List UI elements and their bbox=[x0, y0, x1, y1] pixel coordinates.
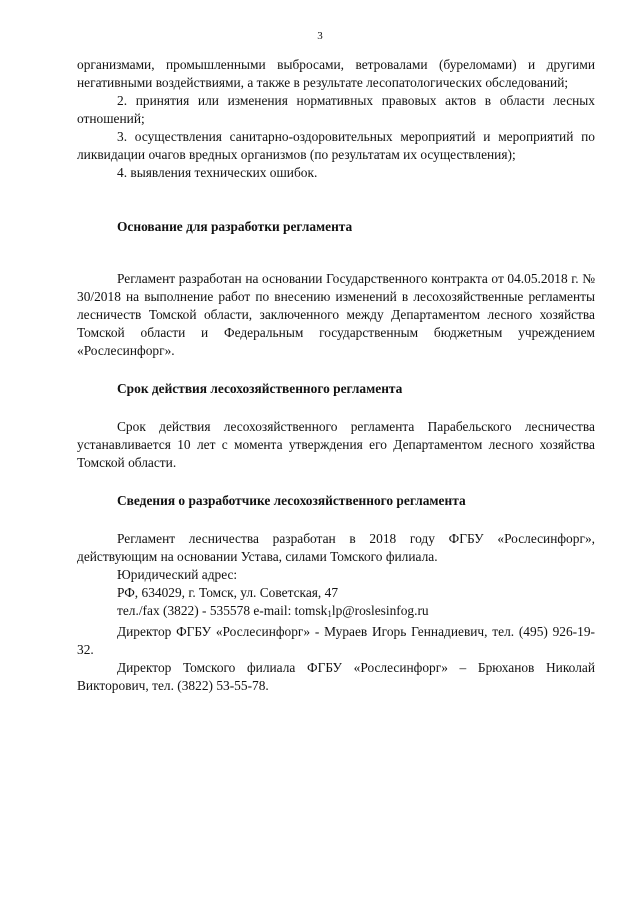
section-heading-term: Срок действия лесохозяйственного регламента bbox=[117, 381, 403, 396]
legal-address-label: Юридический адрес: bbox=[117, 567, 238, 582]
legal-address: РФ, 634029, г. Томск, ул. Советская, 47 bbox=[117, 585, 339, 600]
term-paragraph: Срок действия лесохозяйственного регламента Парабельского лесничества устанавливается 10 лет с момента утверждения его Департаментом лесного хозяйства Томской области. bbox=[77, 419, 595, 470]
branch-director-paragraph: Директор Томского филиала ФГБУ «Рослесинфорг» – Брюханов Николай Викторович, тел. (3822) 53-55-78. bbox=[77, 660, 595, 693]
basis-paragraph: Регламент разработан на основании Государственного контракта от 04.05.2018 г. № 30/2018 на выполнение работ по внесению изменений в лесохозяйственные регламенты лесничеств Томской области, заключенного между Департаментом лесного хозяйства Томской области и Федеральным государственным бюджетным учреждением «Рослесинфорг». bbox=[77, 271, 595, 358]
email-suffix: lp@roslesinfog.ru bbox=[331, 603, 429, 618]
phone-email-prefix: тел./fax (3822) - 535578 e-mail: tomsk bbox=[117, 603, 328, 618]
director-paragraph: Директор ФГБУ «Рослесинфорг» - Мураев Игорь Геннадиевич, тел. (495) 926-19-32. bbox=[77, 624, 595, 657]
contact-line bbox=[77, 602, 595, 623]
section-heading-developer: Сведения о разработчике лесохозяйственного регламента bbox=[117, 493, 466, 508]
email-subscript: 1 bbox=[327, 609, 332, 619]
developer-paragraph: Регламент лесничества разработан в 2018 году ФГБУ «Рослесинфорг», действующим на основании Устава, силами Томского филиала. bbox=[77, 531, 595, 564]
intro-paragraph-1: организмами, промышленными выбросами, ветровалами (буреломами) и другими негативными воздействиями, а также в результате лесопатологических обследований; bbox=[77, 57, 595, 90]
intro-paragraph-4: 4. выявления технических ошибок. bbox=[117, 165, 318, 180]
section-heading-basis: Основание для разработки регламента bbox=[117, 219, 353, 234]
page-number: 3 bbox=[317, 30, 323, 42]
document-body bbox=[77, 56, 595, 695]
intro-paragraph-3: 3. осуществления санитарно-оздоровительных мероприятий и мероприятий по ликвидации очагов вредных организмов (по результатам их осуществления); bbox=[77, 129, 595, 162]
intro-paragraph-2: 2. принятия или изменения нормативных правовых актов в области лесных отношений; bbox=[77, 93, 595, 126]
